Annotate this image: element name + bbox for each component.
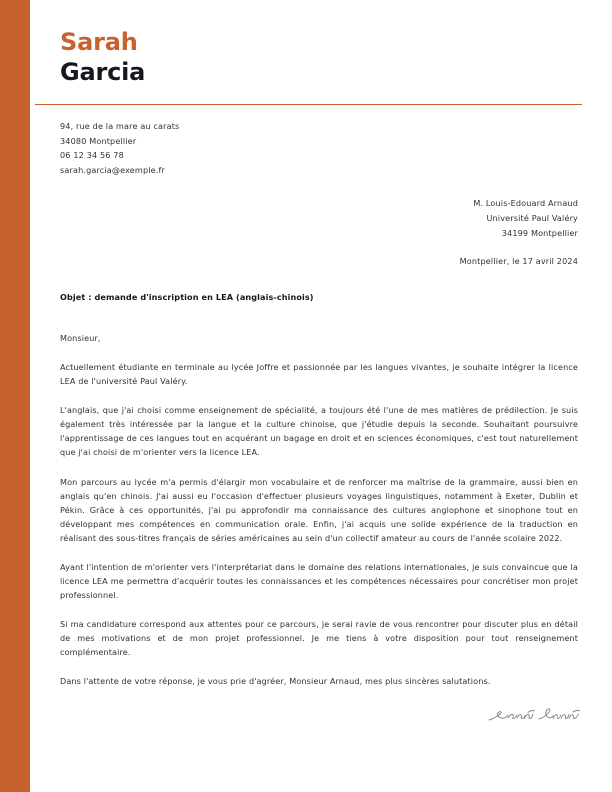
sender-city: 34080 Montpellier <box>60 135 137 146</box>
sender-street: 94, rue de la mare au carats <box>60 121 180 131</box>
body-paragraph: Ayant l'intention de m'orienter vers l'interprétariat dans le domaine des relations internationales, je suis convaincue que la licence LEA me permettra d'acquérir toutes les connaissances et les compétences nécessaires pour concrétiser mon projet professionnel. <box>60 561 578 601</box>
salutation: Monsieur, <box>60 333 101 343</box>
sender-phone: 06 12 34 56 78 <box>60 150 124 161</box>
header-divider <box>35 104 582 105</box>
sender-contact-block <box>60 119 179 178</box>
sender-first-name: Sarah <box>60 28 138 56</box>
body-paragraph: Si ma candidature correspond aux attentes pour ce parcours, je serai ravie de vous rencontrer pour discuter plus en détail de mes motivations et de mon projet professionnel. Je me tiens à votre disposition pour tout renseignement complémentaire. <box>60 619 578 658</box>
subject-line: Objet : demande d'inscription en LEA (anglais-chinois) <box>60 292 314 302</box>
body-paragraph: L'anglais, que j'ai choisi comme enseignement de spécialité, a toujours été l'une de mes matières de prédilection. Je suis également très intéressée par la langue et la culture chinoise, que j'étudie depuis la seconde. Souhaitant poursuivre l'apprentissage de ces langues tout en acquérant un bagage en droit et en sciences économiques, c'est tout naturellement que j'ai choisi de m'orienter vers la licence LEA. <box>60 405 578 458</box>
dateline: Montpellier, le 17 avril 2024 <box>459 256 578 266</box>
sender-name-block <box>60 28 145 88</box>
sender-last-name: Garcia <box>60 57 146 86</box>
recipient-city: 34199 Montpellier <box>501 227 578 238</box>
closing-paragraph: Dans l'attente de votre réponse, je vous prie d'agréer, Monsieur Arnaud, mes plus sincères salutations. <box>60 676 491 687</box>
recipient-name: M. Louis-Edouard Arnaud <box>473 198 578 208</box>
signature-mark <box>487 703 583 733</box>
recipient-organization: Université Paul Valéry <box>486 212 578 223</box>
body-paragraph: Actuellement étudiante en terminale au lycée Joffre et passionnée par les langues vivantes, je souhaite intégrer la licence LEA de l'université Paul Valéry. <box>60 362 578 387</box>
body-paragraph: Mon parcours au lycée m'a permis d'élargir mon vocabulaire et de renforcer ma maîtrise de la grammaire, aussi bien en anglais qu'en chinois. J'ai aussi eu l'occasion d'effectuer plusieurs voyages linguistiques, notamment à Exeter, Dublin et Pékin. Grâce à ces opportunités, j'ai pu approfondir ma connaissance des cultures anglophone et sinophone tout en développant mes compétences en communication orale. Enfin, j'ai acquis une solide expérience de la traduction en réalisant des sous-titres français de séries américaines au sein d'un collectif amateur au cours de l'année scolaire 2022. <box>60 476 578 543</box>
recipient-block <box>473 196 578 241</box>
handwritten-signature-icon <box>487 703 583 733</box>
letter-body <box>60 331 578 688</box>
sender-email: sarah.garcia@exemple.fr <box>60 165 165 176</box>
